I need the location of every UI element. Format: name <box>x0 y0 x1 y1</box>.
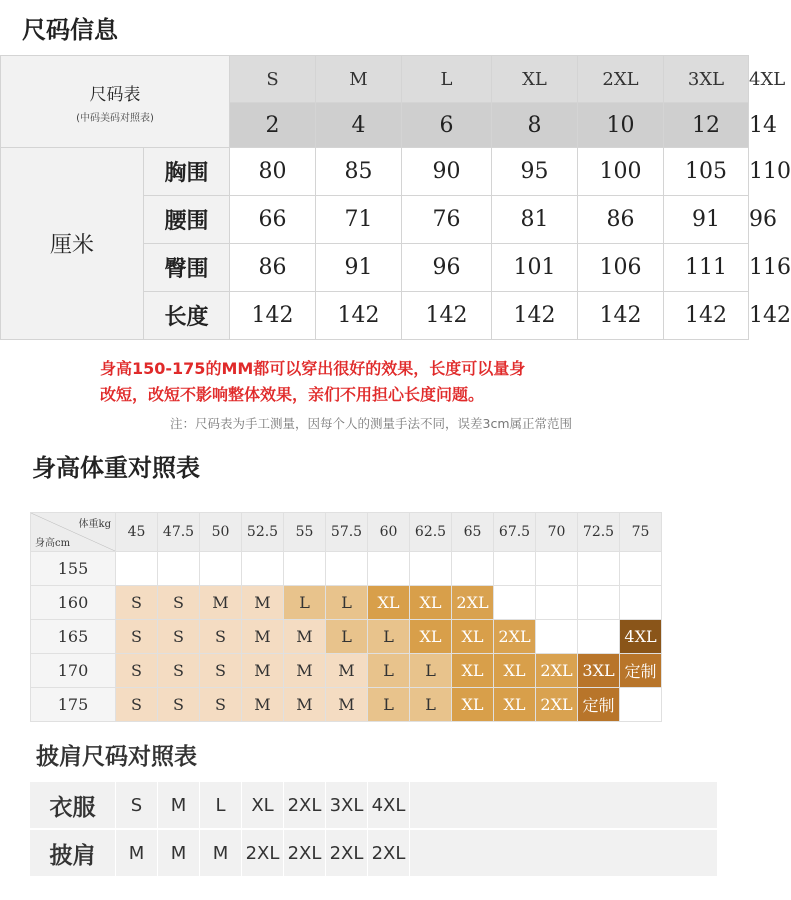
size-cell: S <box>116 688 158 722</box>
shawl-size-cell: 3XL <box>326 782 368 829</box>
size-chart-table: 尺码表 (中码美码对照表) S M L XL 2XL 3XL 4XL 2 4 6 8 10 12 14 厘米 胸围 80 85 90 95 100 105 110 腰围 66 71 76 81 86 91 96 臀围 86 91 96 101 106 111 116 长度 142 142 142 142 142 142 142 <box>0 55 749 340</box>
size-cell <box>200 552 242 586</box>
size-cell: XL <box>452 688 494 722</box>
measure-cell: 95 <box>492 148 578 196</box>
measure-cell: 96 <box>402 244 492 292</box>
size-chart-label: 尺码表 <box>89 84 141 105</box>
measure-cell: 142 <box>230 292 316 340</box>
size-cell: L <box>368 620 410 654</box>
size-header: XL <box>492 56 578 103</box>
hw-corner <box>31 513 116 552</box>
measure-label-hip: 臀围 <box>144 244 230 292</box>
size-cell <box>494 552 536 586</box>
weight-header: 50 <box>200 513 242 552</box>
weight-header: 55 <box>284 513 326 552</box>
size-cell <box>620 552 662 586</box>
measure-cell: 66 <box>230 196 316 244</box>
size-cell <box>242 552 284 586</box>
size-cell: 定制 <box>620 654 662 688</box>
size-cell <box>494 586 536 620</box>
size-cell: 2XL <box>452 586 494 620</box>
weight-header: 70 <box>536 513 578 552</box>
size-cell: L <box>368 688 410 722</box>
measure-cell: 111 <box>664 244 749 292</box>
size-header: S <box>230 56 316 103</box>
size-cell <box>158 552 200 586</box>
size-cell <box>620 586 662 620</box>
measure-cell: 86 <box>230 244 316 292</box>
length-note-line-2: 改短，改短不影响整体效果，亲们不用担心长度问题。 <box>100 385 485 404</box>
weight-header: 57.5 <box>326 513 368 552</box>
size-cell: S <box>158 654 200 688</box>
measure-cell: 106 <box>578 244 664 292</box>
size-cell <box>284 552 326 586</box>
size-chart-corner <box>1 56 230 148</box>
size-cell: M <box>242 586 284 620</box>
measure-cell: 142 <box>316 292 402 340</box>
measure-cell: 71 <box>316 196 402 244</box>
us-size-header: 12 <box>664 103 749 148</box>
size-cell: S <box>200 620 242 654</box>
weight-header: 65 <box>452 513 494 552</box>
shawl-size-cell: XL <box>242 782 284 829</box>
measure-label-length: 长度 <box>144 292 230 340</box>
size-cell: L <box>410 654 452 688</box>
size-header: 2XL <box>578 56 664 103</box>
length-note-line-1: 身高150-175的MM都可以穿出很好的效果，长度可以量身 <box>100 359 526 378</box>
weight-header: 75 <box>620 513 662 552</box>
shawl-size-cell: M <box>200 829 242 877</box>
weight-header: 62.5 <box>410 513 452 552</box>
size-chart-sublabel: (中码美码对照表) <box>76 112 154 124</box>
size-cell: 2XL <box>536 688 578 722</box>
measure-cell: 101 <box>492 244 578 292</box>
measure-label-chest: 胸围 <box>144 148 230 196</box>
size-cell: 3XL <box>578 654 620 688</box>
height-axis-label: 身高cm <box>35 538 71 549</box>
size-cell: XL <box>452 620 494 654</box>
size-cell <box>620 688 662 722</box>
size-cell: 4XL <box>620 620 662 654</box>
unit-label: 厘米 <box>1 148 144 340</box>
measure-cell: 76 <box>402 196 492 244</box>
weight-axis-label: 体重kg <box>78 519 111 530</box>
measurement-note: 注：尺码表为手工测量，因每个人的测量手法不同，误差3cm属正常范围 <box>170 416 573 431</box>
weight-header: 60 <box>368 513 410 552</box>
shawl-size-cell: M <box>158 829 200 877</box>
weight-header: 45 <box>116 513 158 552</box>
size-cell: M <box>200 586 242 620</box>
size-cell <box>410 552 452 586</box>
height-weight-table <box>30 512 662 722</box>
shawl-size-table <box>30 782 718 878</box>
size-cell: M <box>242 620 284 654</box>
measure-cell: 142 <box>492 292 578 340</box>
size-cell: S <box>158 620 200 654</box>
shawl-size-cell: L <box>200 782 242 829</box>
size-cell: XL <box>410 586 452 620</box>
height-label: 175 <box>31 688 116 722</box>
table-row <box>30 829 718 877</box>
shawl-size-cell: M <box>116 829 158 877</box>
table-row <box>31 654 662 688</box>
size-cell <box>578 552 620 586</box>
size-cell: 定制 <box>578 688 620 722</box>
shawl-size-cell: 4XL <box>368 782 410 829</box>
shawl-title: 披肩尺码对照表 <box>36 744 197 770</box>
table-row <box>31 586 662 620</box>
size-cell: M <box>242 688 284 722</box>
size-cell: L <box>368 654 410 688</box>
size-cell: M <box>326 688 368 722</box>
measure-cell: 142 <box>664 292 749 340</box>
size-header: L <box>402 56 492 103</box>
shawl-row-label: 披肩 <box>30 829 116 877</box>
table-row <box>30 782 718 829</box>
size-cell <box>452 552 494 586</box>
size-cell: M <box>242 654 284 688</box>
size-header: 3XL <box>664 56 749 103</box>
measure-cell: 81 <box>492 196 578 244</box>
size-cell: M <box>284 688 326 722</box>
size-cell: L <box>326 586 368 620</box>
table-row <box>31 688 662 722</box>
shawl-filler <box>410 782 718 829</box>
size-cell <box>536 620 578 654</box>
size-cell: L <box>410 688 452 722</box>
table-row <box>31 552 662 586</box>
size-cell: M <box>284 620 326 654</box>
length-note <box>100 356 700 408</box>
size-header: M <box>316 56 402 103</box>
shawl-row-label: 衣服 <box>30 782 116 829</box>
size-cell: M <box>284 654 326 688</box>
height-weight-title: 身高体重对照表 <box>32 454 200 482</box>
us-size-header: 2 <box>230 103 316 148</box>
weight-header: 52.5 <box>242 513 284 552</box>
weight-header: 72.5 <box>578 513 620 552</box>
measure-cell: 90 <box>402 148 492 196</box>
size-cell: L <box>326 620 368 654</box>
size-cell: M <box>326 654 368 688</box>
measure-cell: 142 <box>578 292 664 340</box>
size-cell: S <box>200 688 242 722</box>
shawl-size-cell: M <box>158 782 200 829</box>
size-cell <box>536 552 578 586</box>
size-cell: S <box>116 586 158 620</box>
size-cell: S <box>116 654 158 688</box>
shawl-size-cell: S <box>116 782 158 829</box>
shawl-size-cell: 2XL <box>368 829 410 877</box>
shawl-size-cell: 2XL <box>284 829 326 877</box>
us-size-header: 8 <box>492 103 578 148</box>
size-cell: S <box>200 654 242 688</box>
height-label: 165 <box>31 620 116 654</box>
measure-cell: 80 <box>230 148 316 196</box>
size-cell <box>368 552 410 586</box>
measure-cell: 105 <box>664 148 749 196</box>
size-cell <box>578 620 620 654</box>
height-label: 160 <box>31 586 116 620</box>
measure-cell: 85 <box>316 148 402 196</box>
us-size-header: 10 <box>578 103 664 148</box>
table-row <box>31 620 662 654</box>
measure-cell: 86 <box>578 196 664 244</box>
us-size-header: 4 <box>316 103 402 148</box>
size-cell: 2XL <box>536 654 578 688</box>
weight-header: 67.5 <box>494 513 536 552</box>
measure-cell: 142 <box>402 292 492 340</box>
shawl-size-cell: 2XL <box>242 829 284 877</box>
shawl-size-cell: 2XL <box>326 829 368 877</box>
shawl-filler <box>410 829 718 877</box>
size-cell: S <box>158 688 200 722</box>
size-cell: S <box>116 620 158 654</box>
size-cell <box>326 552 368 586</box>
height-label: 155 <box>31 552 116 586</box>
size-cell: S <box>158 586 200 620</box>
size-cell: XL <box>410 620 452 654</box>
size-cell <box>536 586 578 620</box>
size-cell: L <box>284 586 326 620</box>
us-size-header: 6 <box>402 103 492 148</box>
size-info-title: 尺码信息 <box>22 16 118 44</box>
size-cell: XL <box>368 586 410 620</box>
size-cell: XL <box>494 654 536 688</box>
height-label: 170 <box>31 654 116 688</box>
shawl-size-cell: 2XL <box>284 782 326 829</box>
size-cell <box>116 552 158 586</box>
size-cell: XL <box>452 654 494 688</box>
measure-cell: 91 <box>316 244 402 292</box>
size-cell: XL <box>494 688 536 722</box>
measure-cell: 91 <box>664 196 749 244</box>
measure-label-waist: 腰围 <box>144 196 230 244</box>
size-cell <box>578 586 620 620</box>
size-cell: 2XL <box>494 620 536 654</box>
weight-header: 47.5 <box>158 513 200 552</box>
measure-cell: 100 <box>578 148 664 196</box>
